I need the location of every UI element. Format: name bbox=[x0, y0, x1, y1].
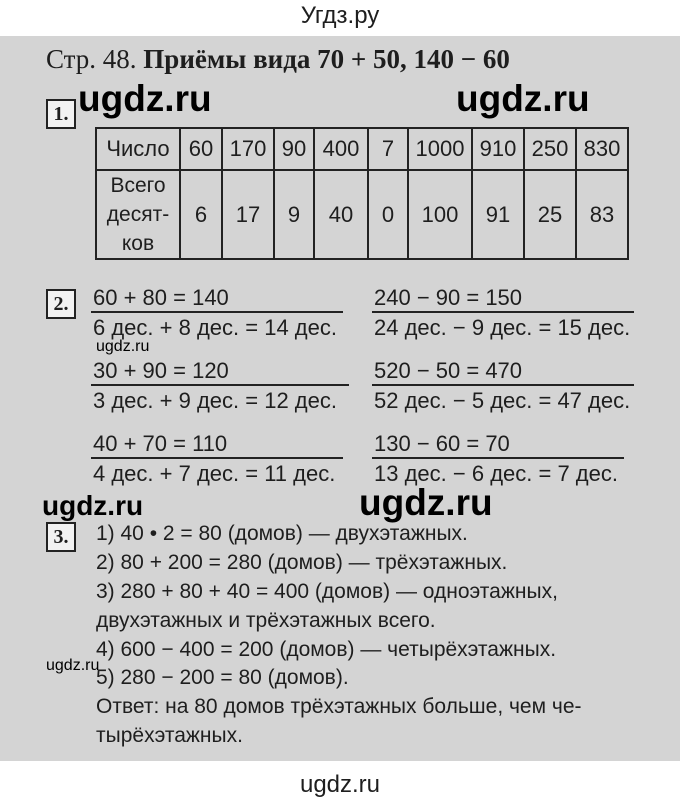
task-3-number: 3. bbox=[46, 522, 76, 552]
table-cell: 100 bbox=[408, 170, 472, 259]
watermark: ugdz.ru bbox=[78, 78, 212, 119]
equation-top: 60 + 80 = 140 bbox=[93, 285, 229, 310]
watermark: ugdz.ru bbox=[96, 338, 150, 355]
fraction-line bbox=[91, 311, 343, 313]
fraction-line bbox=[372, 311, 634, 313]
table-header-tens-line: Всего bbox=[110, 174, 166, 197]
table-cell: 9 bbox=[274, 170, 314, 259]
page-title-prefix: Стр. 48. bbox=[46, 44, 137, 74]
page-title bbox=[46, 44, 510, 75]
solution-line: двухэтажных и трёхэтажных всего. bbox=[96, 609, 436, 632]
solution-line: тырёхэтажных. bbox=[96, 724, 243, 747]
equation-bottom: 24 дес. − 9 дес. = 15 дес. bbox=[374, 315, 631, 340]
equation-top: 130 − 60 = 70 bbox=[374, 431, 510, 456]
table-cell: 6 bbox=[180, 170, 222, 259]
task-1-number: 1. bbox=[46, 99, 76, 129]
site-header bbox=[0, 0, 680, 36]
table-cell: 83 bbox=[576, 170, 628, 259]
table-cell: 910 bbox=[472, 128, 524, 170]
table-cell: 25 bbox=[524, 170, 576, 259]
fraction-line bbox=[91, 384, 349, 386]
equation-bottom: 13 дес. − 6 дес. = 7 дес. bbox=[374, 461, 618, 486]
table-cell: 60 bbox=[180, 128, 222, 170]
equation-top: 40 + 70 = 110 bbox=[93, 431, 228, 456]
table-cell: 170 bbox=[222, 128, 274, 170]
table-row-numbers bbox=[96, 128, 628, 170]
fraction-line bbox=[372, 384, 634, 386]
table-cell: 40 bbox=[314, 170, 368, 259]
table-cell: 91 bbox=[472, 170, 524, 259]
numbers-table bbox=[95, 127, 629, 260]
table-header-tens bbox=[96, 170, 180, 259]
table-row-tens bbox=[96, 170, 628, 259]
watermark: ugdz.ru bbox=[359, 482, 493, 523]
table-header-tens-line: десят- bbox=[106, 203, 170, 226]
task-2-number: 2. bbox=[46, 289, 76, 319]
site-footer bbox=[0, 761, 680, 807]
solution-line: 5) 280 − 200 = 80 (домов). bbox=[96, 666, 349, 689]
table-cell: 0 bbox=[368, 170, 408, 259]
table-cell: 7 bbox=[368, 128, 408, 170]
solution-line: 3) 280 + 80 + 40 = 400 (домов) — одноэтажных, bbox=[96, 580, 558, 603]
equation-top: 30 + 90 = 120 bbox=[93, 358, 229, 383]
equation-top: 240 − 90 = 150 bbox=[374, 285, 523, 310]
watermark: ugdz.ru bbox=[42, 490, 144, 521]
fraction-line bbox=[372, 457, 624, 459]
table-header-number: Число bbox=[96, 128, 180, 170]
footer-watermark: ugdz.ru bbox=[299, 771, 381, 798]
site-title: Угдз.ру bbox=[300, 2, 380, 29]
equation-bottom: 52 дес. − 5 дес. = 47 дес. bbox=[374, 388, 631, 413]
table-cell: 1000 bbox=[408, 128, 472, 170]
table-cell: 400 bbox=[314, 128, 368, 170]
solution-line: Ответ: на 80 домов трёхэтажных больше, чем че- bbox=[96, 695, 582, 718]
equation-bottom: 3 дес. + 9 дес. = 12 дес. bbox=[93, 388, 337, 413]
watermark: ugdz.ru bbox=[456, 78, 590, 119]
equation-bottom: 4 дес. + 7 дес. = 11 дес. bbox=[93, 461, 336, 486]
solution-line: 4) 600 − 400 = 200 (домов) — четырёхэтажных. bbox=[96, 638, 557, 661]
watermark: ugdz.ru bbox=[46, 657, 100, 674]
table-cell: 250 bbox=[524, 128, 576, 170]
equation-bottom: 6 дес. + 8 дес. = 14 дес. bbox=[93, 315, 337, 340]
fraction-line bbox=[91, 457, 343, 459]
page-title-main: Приёмы вида 70 + 50, 140 − 60 bbox=[143, 44, 510, 74]
table-cell: 17 bbox=[222, 170, 274, 259]
solution-line: 2) 80 + 200 = 280 (домов) — трёхэтажных. bbox=[96, 551, 508, 574]
table-cell: 830 bbox=[576, 128, 628, 170]
table-header-tens-line: ков bbox=[121, 232, 155, 255]
table-cell: 90 bbox=[274, 128, 314, 170]
solution-line: 1) 40 • 2 = 80 (домов) — двухэтажных. bbox=[96, 522, 468, 545]
equation-top: 520 − 50 = 470 bbox=[374, 358, 523, 383]
